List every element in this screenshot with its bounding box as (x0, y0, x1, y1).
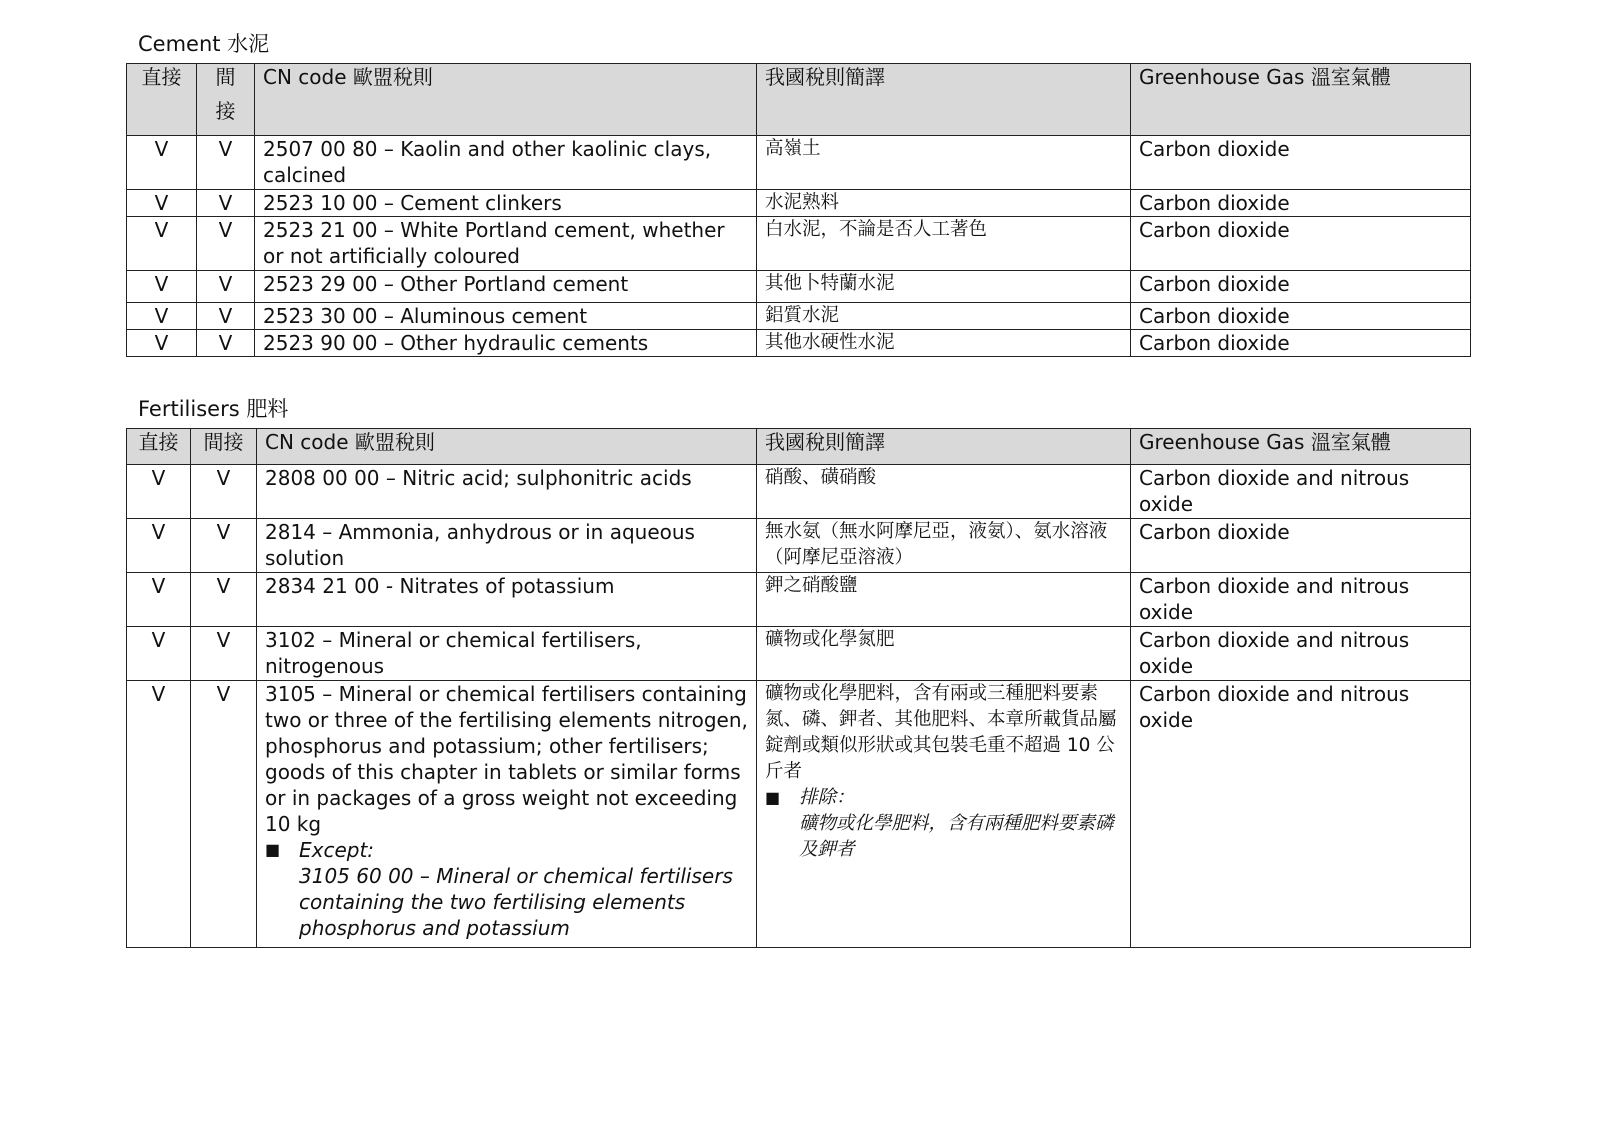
header-greenhouse-gas: Greenhouse Gas 溫室氣體 (1131, 429, 1471, 465)
local-tariff-cell: 水泥熟料 (757, 190, 1131, 217)
ghg-cell: Carbon dioxide (1131, 271, 1471, 303)
direct-cell: V (127, 519, 191, 573)
table-row (127, 681, 1471, 948)
direct-cell: V (127, 303, 197, 330)
cn-code-cell: 2523 29 00 – Other Portland cement (255, 271, 757, 303)
ghg-cell: Carbon dioxide (1131, 190, 1471, 217)
cement-header-row (127, 64, 1471, 136)
square-bullet-icon: ■ (265, 840, 281, 859)
cn-code-cell: 2523 10 00 – Cement clinkers (255, 190, 757, 217)
local-tariff-cell: 其他卜特蘭水泥 (757, 271, 1131, 303)
local-tariff-cell (757, 681, 1131, 948)
cn-code-cell: 2808 00 00 – Nitric acid; sulphonitric acids (257, 465, 757, 519)
cn-except-item (265, 837, 748, 863)
direct-cell: V (127, 217, 197, 271)
ghg-cell: Carbon dioxide (1131, 136, 1471, 190)
local-tariff-cell: 鋁質水泥 (757, 303, 1131, 330)
ghg-cell: Carbon dioxide (1131, 519, 1471, 573)
table-row (127, 190, 1471, 217)
cn-code-cell: 2507 00 80 – Kaolin and other kaolinic clays, calcined (255, 136, 757, 190)
direct-cell: V (127, 271, 197, 303)
header-indirect: 間 接 (197, 64, 255, 136)
indirect-cell: V (191, 573, 257, 627)
fertilisers-header-row (127, 429, 1471, 465)
indirect-cell: V (197, 271, 255, 303)
direct-cell: V (127, 190, 197, 217)
ghg-cell: Carbon dioxide (1131, 217, 1471, 271)
indirect-cell: V (191, 519, 257, 573)
direct-cell: V (127, 136, 197, 190)
local-tariff-cell: 鉀之硝酸鹽 (757, 573, 1131, 627)
cn-code-cell: 2523 90 00 – Other hydraulic cements (255, 330, 757, 357)
indirect-cell: V (197, 136, 255, 190)
direct-cell: V (127, 465, 191, 519)
local-except-detail: 礦物或化學肥料，含有兩種肥料要素磷及鉀者 (799, 813, 1114, 860)
table-row (127, 573, 1471, 627)
ghg-cell: Carbon dioxide and nitrous oxide (1131, 627, 1471, 681)
indirect-cell: V (191, 681, 257, 948)
header-cn-code: CN code 歐盟稅則 (257, 429, 757, 465)
cn-code-cell: 2834 21 00 - Nitrates of potassium (257, 573, 757, 627)
table-row (127, 627, 1471, 681)
local-tariff-cell: 其他水硬性水泥 (757, 330, 1131, 357)
table-row (127, 136, 1471, 190)
indirect-cell: V (191, 465, 257, 519)
indirect-cell: V (197, 217, 255, 271)
table-row (127, 303, 1471, 330)
local-tariff-cell: 無水氨（無水阿摩尼亞，液氨）、氨水溶液（阿摩尼亞溶液） (757, 519, 1131, 573)
cn-code-cell: 3102 – Mineral or chemical fertilisers, nitrogenous (257, 627, 757, 681)
cn-code-cell: 2523 30 00 – Aluminous cement (255, 303, 757, 330)
ghg-cell: Carbon dioxide (1131, 303, 1471, 330)
local-tariff-cell: 礦物或化學氮肥 (757, 627, 1131, 681)
cn-except-label: Except: (299, 838, 375, 862)
ghg-cell: Carbon dioxide and nitrous oxide (1131, 681, 1471, 948)
indirect-cell: V (191, 627, 257, 681)
table-row (127, 271, 1471, 303)
indirect-cell: V (197, 330, 255, 357)
square-bullet-icon: ■ (765, 788, 781, 807)
fertilisers-section-title: Fertilisers 肥料 (138, 397, 289, 421)
direct-cell: V (127, 627, 191, 681)
local-except-label: 排除： (799, 787, 855, 808)
cn-code-description: 3105 – Mineral or chemical fertilisers containing two or three of the fertilising elements nitrogen, phosphorus and potassium; other fertilisers; goods of this chapter in tablets or similar forms or in packages of a gross weight not exceeding 10 kg (265, 682, 748, 836)
header-indirect: 間接 (191, 429, 257, 465)
direct-cell: V (127, 681, 191, 948)
cn-code-cell: 2523 21 00 – White Portland cement, whether or not artificially coloured (255, 217, 757, 271)
indirect-cell: V (197, 303, 255, 330)
ghg-cell: Carbon dioxide and nitrous oxide (1131, 573, 1471, 627)
local-tariff-cell: 白水泥，不論是否人工著色 (757, 217, 1131, 271)
cement-table (126, 63, 1471, 357)
cn-code-cell (257, 681, 757, 948)
header-local-tariff: 我國稅則簡譯 (757, 429, 1131, 465)
table-row (127, 519, 1471, 573)
ghg-cell: Carbon dioxide and nitrous oxide (1131, 465, 1471, 519)
local-tariff-cell: 硝酸、磺硝酸 (757, 465, 1131, 519)
header-greenhouse-gas: Greenhouse Gas 溫室氣體 (1131, 64, 1471, 136)
header-direct: 直接 (127, 64, 197, 136)
cement-section-title: Cement 水泥 (138, 32, 270, 56)
direct-cell: V (127, 573, 191, 627)
ghg-cell: Carbon dioxide (1131, 330, 1471, 357)
direct-cell: V (127, 330, 197, 357)
header-cn-code: CN code 歐盟稅則 (255, 64, 757, 136)
table-row (127, 465, 1471, 519)
local-tariff-cell: 高嶺土 (757, 136, 1131, 190)
table-row (127, 330, 1471, 357)
indirect-cell: V (197, 190, 255, 217)
header-direct: 直接 (127, 429, 191, 465)
header-local-tariff: 我國稅則簡譯 (757, 64, 1131, 136)
cn-code-cell: 2814 – Ammonia, anhydrous or in aqueous solution (257, 519, 757, 573)
local-except-item (765, 785, 1122, 811)
fertilisers-table (126, 428, 1471, 948)
local-tariff-description: 礦物或化學肥料，含有兩或三種肥料要素氮、磷、鉀者、其他肥料、本章所載貨品屬錠劑或類似形狀或其包裝毛重不超過 10 公斤者 (765, 683, 1117, 782)
cn-except-detail: 3105 60 00 – Mineral or chemical fertilisers containing the two fertilising elements phosphorus and potassium (299, 864, 733, 940)
table-row (127, 217, 1471, 271)
